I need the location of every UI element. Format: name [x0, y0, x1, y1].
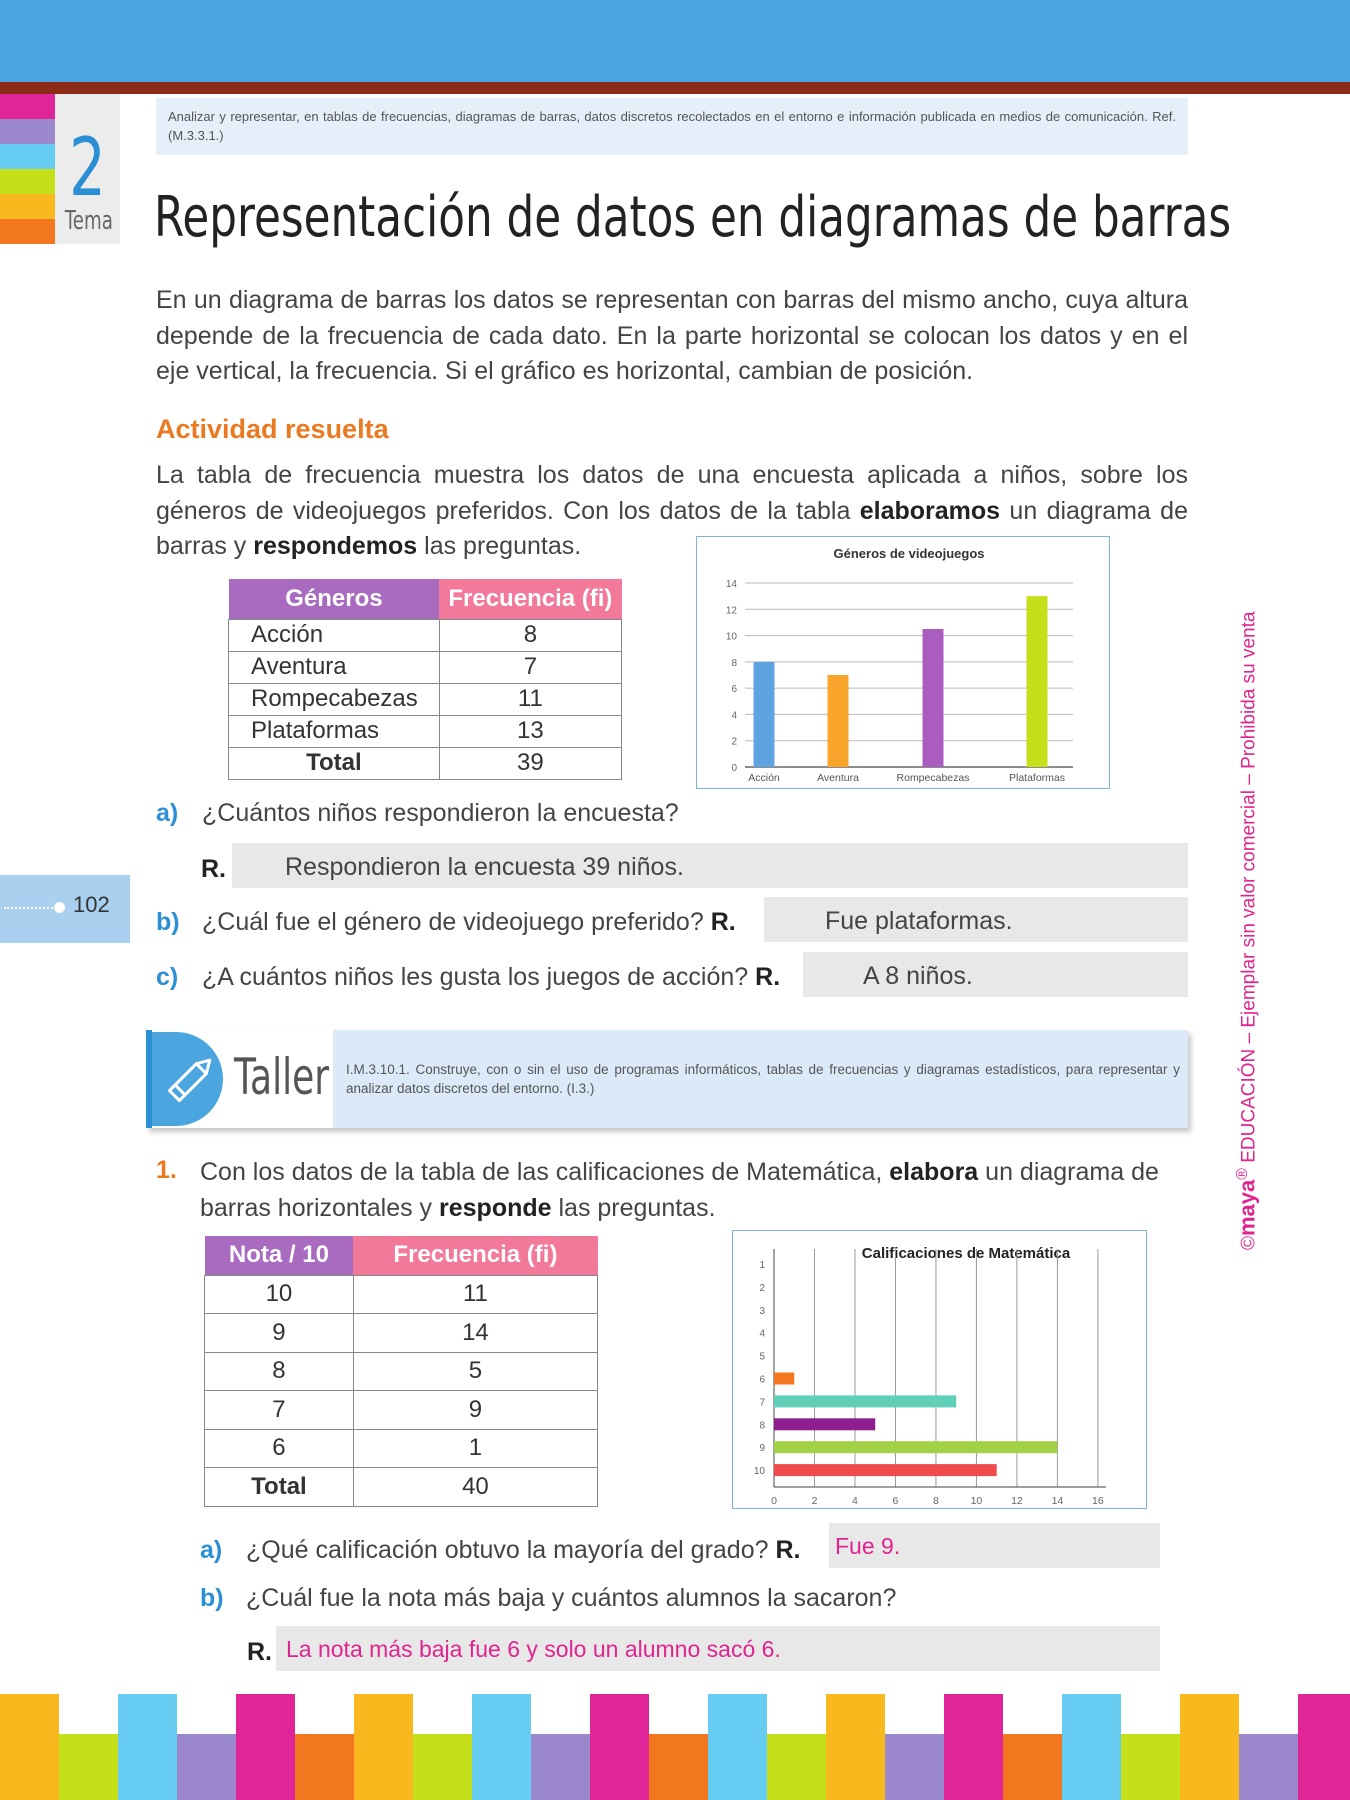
x-tick-label: 8 [933, 1495, 939, 1507]
page-number-tab [0, 875, 130, 943]
y-tick-label: 10 [753, 1466, 765, 1478]
taller-banner [146, 1030, 1188, 1128]
y-tick-label: 6 [759, 1374, 765, 1386]
y-tick-label: 2 [731, 736, 737, 748]
genres-frequency-table [228, 579, 622, 780]
table-cell: 6 [205, 1429, 354, 1468]
question2-a [200, 1536, 800, 1565]
bar-grade-6 [774, 1373, 794, 1385]
stripe [649, 1734, 708, 1800]
question-a [156, 799, 679, 828]
top-rule [0, 82, 1350, 94]
stripe [590, 1734, 649, 1800]
table-header-frequency: Frecuencia (fi) [439, 579, 621, 619]
page-number: 102 [73, 892, 110, 917]
table-cell: 7 [205, 1391, 354, 1430]
genres-chart-svg [697, 537, 1111, 790]
intro-paragraph: En un diagrama de barras los datos se representan con barras del mismo ancho, cuya altura depende de la frecuencia de cada dato. En la parte horizontal se colocan los datos y en el eje vertical, la frecuencia. Si el gráfico es horizontal, cambian de posición. [156, 286, 1188, 385]
table-cell: Aventura [229, 651, 440, 683]
tema-label: Tema [64, 206, 113, 236]
question-letter: b) [156, 908, 180, 936]
table-row [205, 1429, 598, 1468]
x-tick-label: 2 [811, 1495, 818, 1507]
stripe [944, 1734, 1003, 1800]
table-cell: 14 [353, 1314, 597, 1353]
taller-label-area [146, 1030, 333, 1128]
stripe [177, 1734, 236, 1800]
table-header-grade: Nota / 10 [205, 1236, 354, 1275]
table-cell: Total [205, 1468, 354, 1507]
bar-rompecabezas [923, 629, 944, 767]
page-dot [54, 902, 65, 913]
activity-paragraph: La tabla de frecuencia muestra los datos de una encuesta aplicada a niños, sobre los géneros de videojuegos preferidos. Con los datos de la tabla elaboramos un diagrama de barras y respondemos las preguntas. [156, 461, 1188, 560]
question-text: ¿A cuántos niños les gusta los juegos de acción? [202, 963, 749, 991]
x-tick-label: 10 [970, 1495, 983, 1507]
question-text: ¿Cuál fue el género de videojuego preferido? [202, 908, 704, 936]
chart-title: Calificaciones de Matemática [861, 1245, 1071, 1262]
y-tick-label: 3 [759, 1305, 765, 1317]
answer-label: R. [755, 963, 781, 991]
bottom-color-stripes [0, 1694, 1350, 1800]
question-c [156, 963, 780, 992]
table-cell: 9 [353, 1391, 597, 1430]
activity-heading: Actividad resuelta [156, 414, 389, 444]
question-letter: b) [200, 1584, 224, 1612]
y-tick-label: 4 [759, 1328, 765, 1340]
x-tick-label: 12 [1011, 1495, 1023, 1507]
y-tick-label: 10 [725, 631, 737, 643]
table-row [205, 1275, 598, 1314]
y-tick-label: 7 [759, 1397, 765, 1409]
stripe [59, 1734, 118, 1800]
stripe [472, 1694, 531, 1734]
stripe [1062, 1734, 1121, 1800]
table-cell: Plataformas [229, 715, 440, 747]
table-cell: 8 [439, 619, 621, 651]
x-tick-label: Plataformas [1008, 772, 1066, 784]
exercise-instruction: Con los datos de la tabla de las calificaciones de Matemática, elabora un diagrama de barras horizontales y responde las preguntas. [200, 1158, 1159, 1222]
brand-logo-text: maya [1234, 1179, 1260, 1236]
x-tick-label: Acción [748, 772, 780, 784]
answer-label: R. [710, 908, 736, 936]
y-tick-label: 8 [731, 657, 737, 669]
genres-bar-chart [696, 536, 1110, 789]
stripe [885, 1734, 944, 1800]
stripe [236, 1734, 295, 1800]
x-tick-label: Aventura [817, 772, 859, 784]
table-cell: 9 [205, 1314, 354, 1353]
tema-badge [55, 94, 120, 244]
table-row [205, 1391, 598, 1430]
y-tick-label: 14 [725, 579, 737, 590]
y-tick-label: 1 [759, 1260, 765, 1271]
table-cell: 39 [439, 747, 621, 779]
taller-title: Taller [234, 1048, 330, 1106]
stripe [531, 1734, 590, 1800]
bar-acción [754, 662, 775, 767]
x-tick-label: 4 [852, 1495, 858, 1507]
stripe [0, 1734, 59, 1800]
stripe [236, 1694, 295, 1734]
top-banner [0, 0, 1350, 82]
x-tick-label: 16 [1092, 1495, 1104, 1507]
answer-label: R. [247, 1638, 272, 1666]
x-tick-label: 6 [892, 1495, 899, 1507]
stripe [1180, 1694, 1239, 1734]
stripe [708, 1694, 767, 1734]
stripe [1239, 1734, 1298, 1800]
stripe [354, 1694, 413, 1734]
question2-b [200, 1584, 896, 1613]
stripe [590, 1694, 649, 1734]
table-cell: 1 [353, 1429, 597, 1468]
answer-box-b: Fue plataformas. [764, 897, 1188, 942]
question-text: ¿Cuántos niños respondieron la encuesta? [202, 799, 679, 827]
stripe [1062, 1694, 1121, 1734]
bar-grade-10 [774, 1464, 997, 1476]
question-text: ¿Cuál fue la nota más baja y cuántos alumnos la sacaron? [246, 1584, 897, 1612]
stripe [1298, 1734, 1350, 1800]
question-b [156, 908, 736, 937]
answer2-box-a: Fue 9. [829, 1523, 1160, 1568]
tema-number: 2 [69, 121, 106, 214]
table-cell: 7 [439, 651, 621, 683]
chart-title: Géneros de videojuegos [833, 546, 985, 561]
stripe [295, 1734, 354, 1800]
x-tick-label: 14 [1051, 1495, 1064, 1507]
stripe [767, 1734, 826, 1800]
stripe [826, 1694, 885, 1734]
stripe [1298, 1694, 1350, 1734]
bar-plataformas [1027, 596, 1048, 767]
y-tick-label: 9 [759, 1443, 765, 1455]
stripe [472, 1734, 531, 1800]
question-letter: c) [156, 963, 179, 991]
stripe [708, 1734, 767, 1800]
stripe [826, 1734, 885, 1800]
vertical-copyright-notice: ©maya® EDUCACIÓN – Ejemplar sin valor comercial – Prohibida su venta [1234, 611, 1260, 1250]
table-row [205, 1352, 598, 1391]
y-tick-label: 2 [759, 1282, 765, 1294]
answer-box-c: A 8 niños. [803, 952, 1188, 997]
table-row [229, 715, 622, 747]
grades-chart-svg [733, 1231, 1148, 1510]
table-total-row [205, 1468, 598, 1507]
table-cell: Acción [229, 619, 440, 651]
stripe [1121, 1734, 1180, 1800]
stripe [944, 1694, 1003, 1734]
table-cell: 11 [353, 1275, 597, 1314]
x-tick-label: Rompecabezas [896, 772, 970, 784]
table-total-row [229, 747, 622, 779]
table-cell: 10 [205, 1275, 354, 1314]
stripe [0, 1694, 59, 1734]
question-letter: a) [156, 799, 179, 827]
bar-aventura [828, 675, 849, 767]
y-tick-label: 6 [731, 684, 737, 696]
table-header-frequency: Frecuencia (fi) [353, 1236, 597, 1275]
table-cell: 40 [353, 1468, 597, 1507]
x-tick-label: 0 [771, 1495, 777, 1507]
table-cell: Rompecabezas [229, 683, 440, 715]
table-row [229, 619, 622, 651]
y-tick-label: 12 [725, 605, 737, 617]
grades-horizontal-bar-chart [732, 1230, 1147, 1509]
table-header-genres: Géneros [229, 579, 440, 619]
taller-indicator-text: I.M.3.10.1. Construye, con o sin el uso de programas informáticos, tablas de frecuencias y diagramas estadísticos, para representar y analizar datos discretos del entorno. (I.3.) [346, 1062, 1180, 1096]
y-tick-label: 5 [759, 1351, 765, 1363]
question-text: ¿Qué calificación obtuvo la mayoría del grado? [246, 1536, 769, 1564]
bar-grade-9 [774, 1441, 1057, 1453]
stripe [354, 1734, 413, 1800]
table-cell: 5 [353, 1352, 597, 1391]
table-cell: 13 [439, 715, 621, 747]
y-tick-label: 4 [731, 710, 737, 722]
objective-box: Analizar y representar, en tablas de frecuencias, diagramas de barras, datos discretos recolectados en el entorno e información publicada en medios de comunicación. Ref. (M.3.3.1.) [156, 98, 1188, 155]
pencil-icon [146, 1030, 226, 1128]
stripe [118, 1734, 177, 1800]
table-row [229, 683, 622, 715]
page-dots [4, 907, 56, 909]
table-cell: Total [229, 747, 440, 779]
table-cell: 11 [439, 683, 621, 715]
bar-grade-8 [774, 1418, 875, 1430]
answer2-box-b: La nota más baja fue 6 y solo un alumno sacó 6. [276, 1626, 1160, 1671]
exercise-number: 1. [156, 1156, 177, 1184]
table-row [229, 651, 622, 683]
bar-grade-7 [774, 1395, 956, 1407]
stripe [118, 1694, 177, 1734]
question-letter: a) [200, 1536, 223, 1564]
table-row [205, 1314, 598, 1353]
y-tick-label: 8 [759, 1420, 765, 1432]
stripe [1003, 1734, 1062, 1800]
grades-frequency-table [204, 1236, 598, 1507]
side-color-stripes [0, 94, 55, 244]
stripe [1180, 1734, 1239, 1800]
page-title: Representación de datos en diagramas de barras [154, 185, 1232, 250]
table-cell: 8 [205, 1352, 354, 1391]
answer-label: R. [775, 1536, 801, 1564]
answer-label: R. [201, 855, 226, 883]
stripe [413, 1734, 472, 1800]
answer-box-a: Respondieron la encuesta 39 niños. [232, 843, 1188, 888]
y-tick-label: 0 [731, 763, 737, 774]
